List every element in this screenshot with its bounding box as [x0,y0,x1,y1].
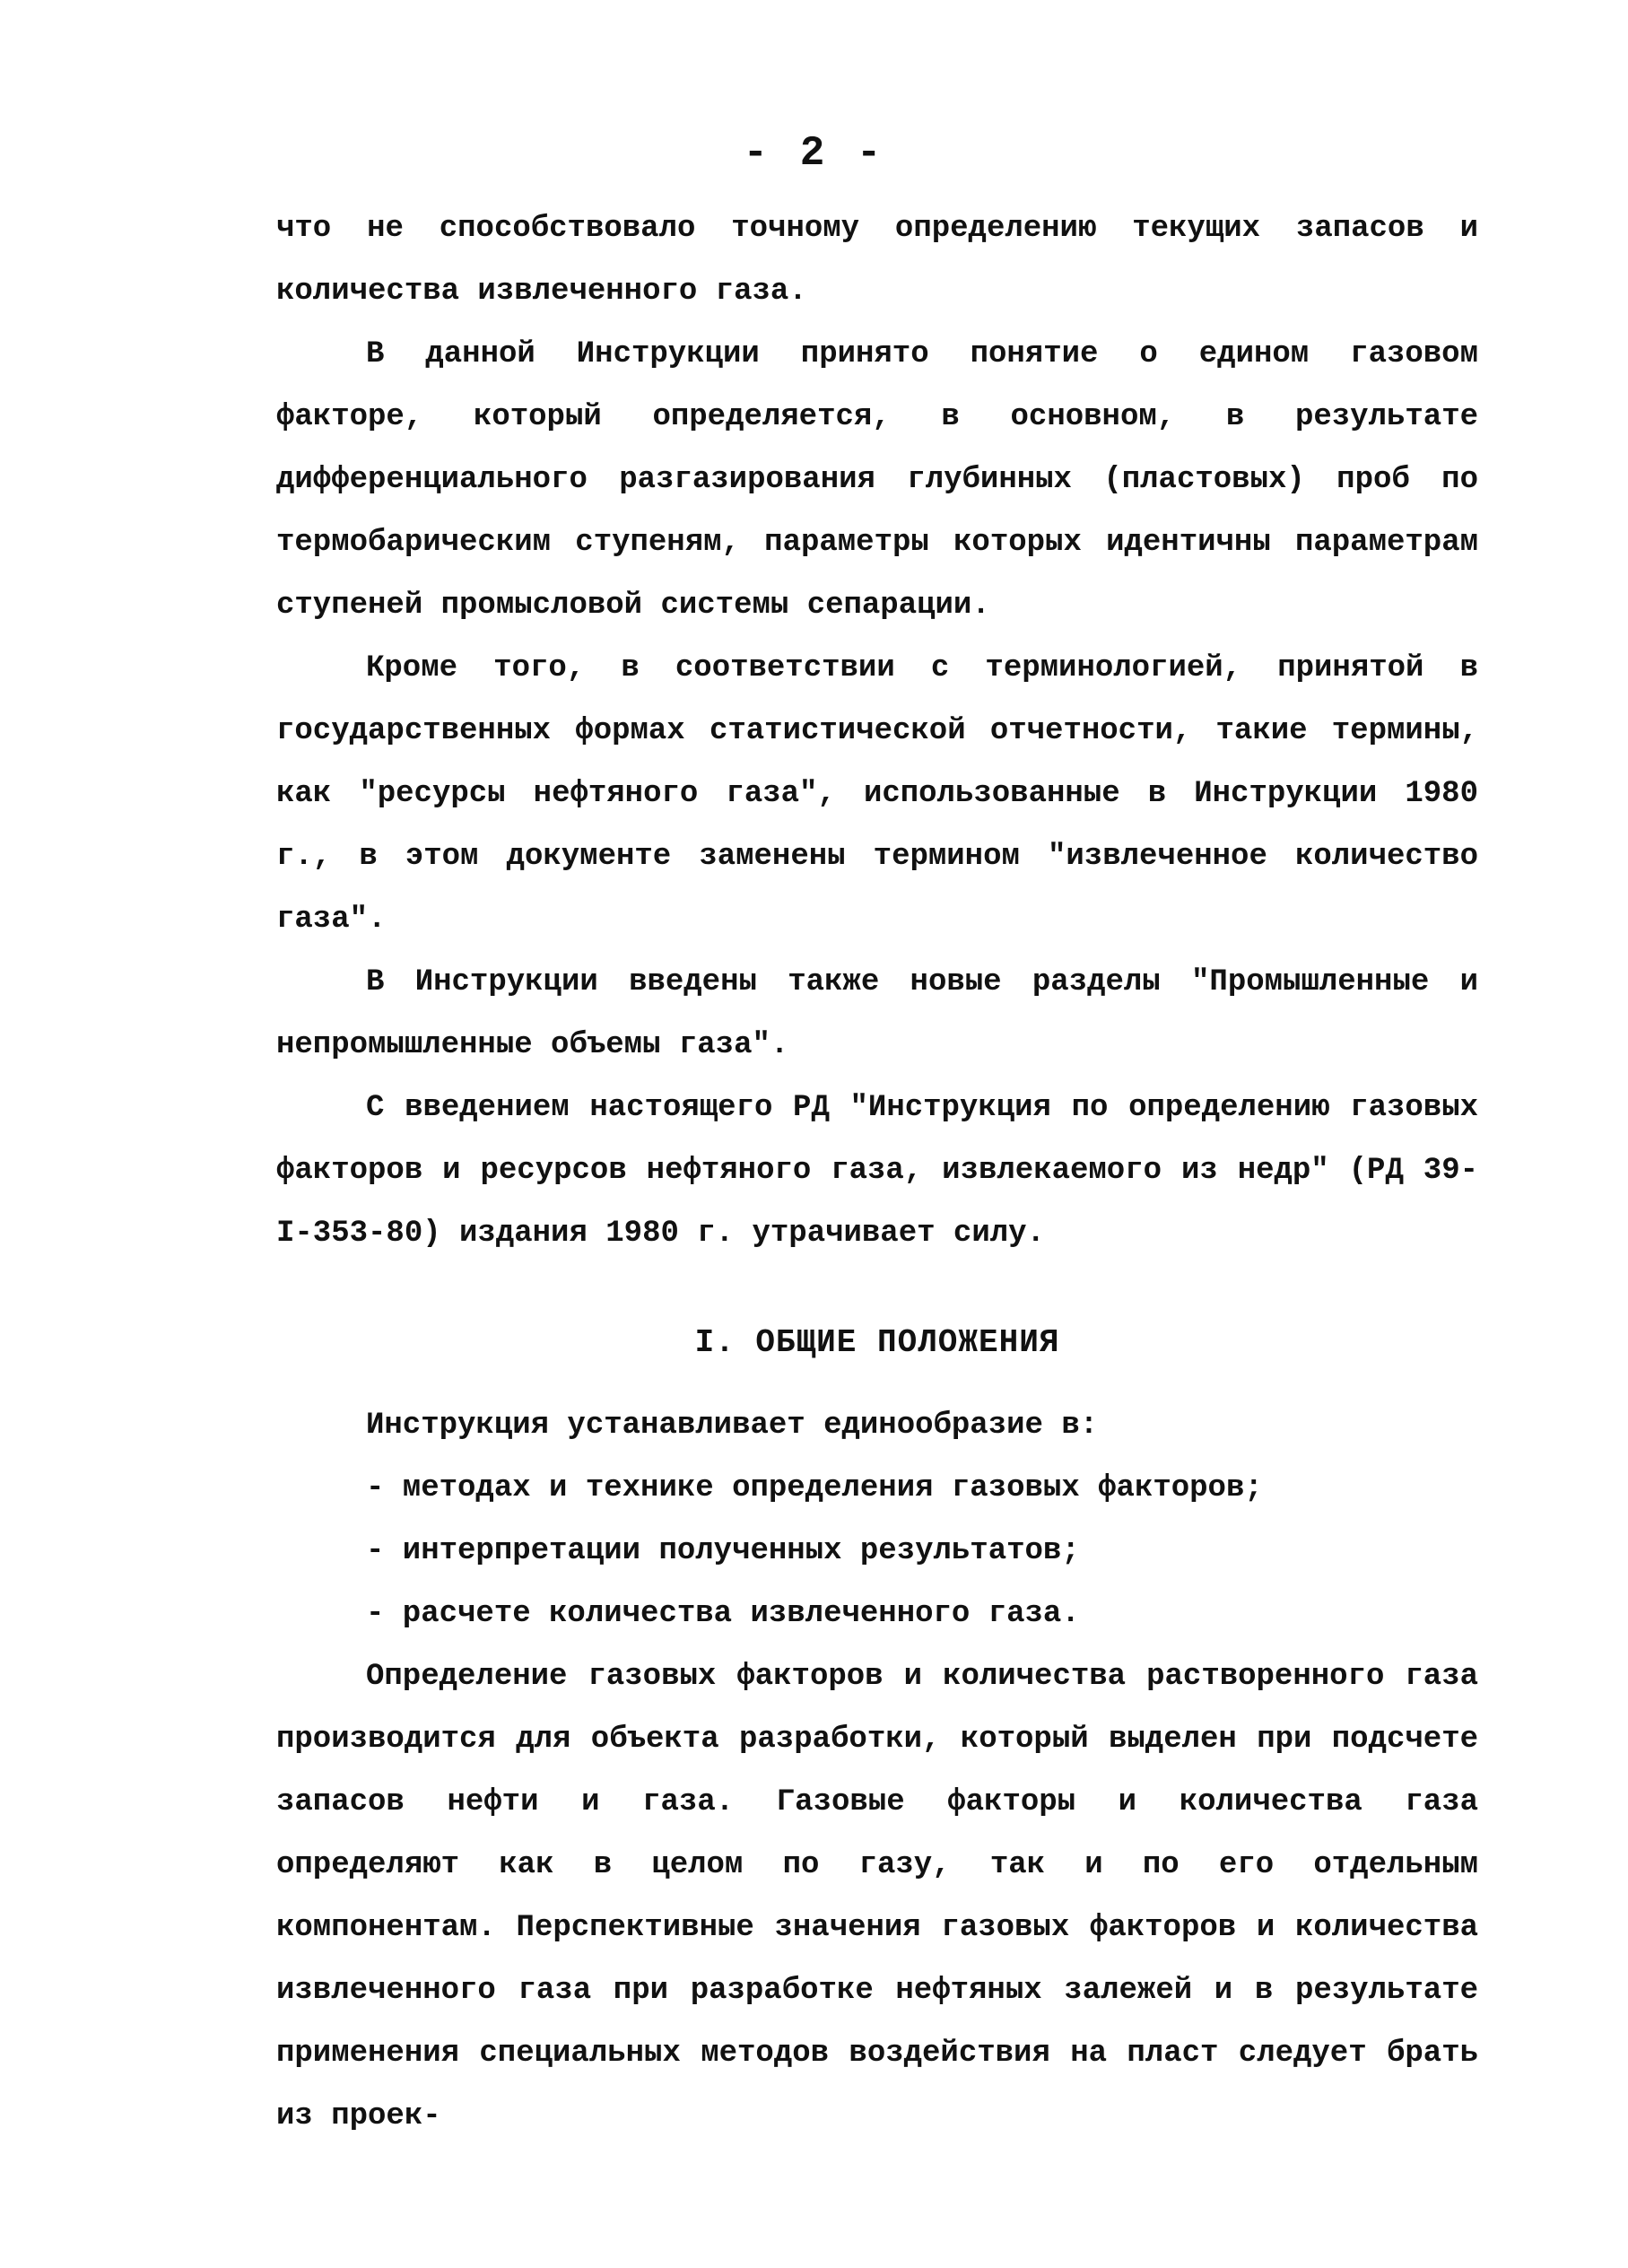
section-list [276,1457,1478,1645]
section-heading: I. ОБЩИЕ ПОЛОЖЕНИЯ [694,1324,1060,1361]
paragraph-continuation: что не способствовало точному определению текущих запасов и количества извлеченного газа. [276,212,1497,309]
list-item: - методах и технике определения газовых факторов; [366,1471,1263,1505]
paragraph-new-sections: В Инструкции введены также новые разделы "Промышленные и непромышленные объемы газа". [276,965,1497,1062]
page-number: - 2 - [743,130,885,177]
paragraph-supersedes: С введением настоящего РД "Инструкция по определению газовых факторов и ресурсов нефтяного газа, извлекаемого из недр" (РД 39-I-353-80) издания 1980 г. утрачивает силу. [276,1091,1497,1251]
paragraph-unified-gas-factor: В данной Инструкции принято понятие о едином газовом факторе, который определяется, в основном, в результате дифференциального разгазирования глубинных (пластовых) проб по термобарическим ступеням, параметры которых идентичны параметрам ступеней промысловой системы сепарации. [276,337,1497,623]
list-item: - интерпретации полученных результатов; [366,1534,1080,1568]
list-item: - расчете количества извлеченного газа. [366,1597,1080,1631]
document-body [276,197,1497,2148]
section-lead: Инструкция устанавливает единообразие в: [366,1409,1099,1443]
paragraph-terminology: Кроме того, в соответствии с терминологией, принятой в государственных формах статистической отчетности, такие термины, как "ресурсы нефтяного газа", использованные в Инструкции 1980 г., в этом документе заменены термином "извлеченное количество газа". [276,651,1497,937]
paragraph-determination: Определение газовых факторов и количества растворенного газа производится для объекта разработки, который выделен при подсчете запасов нефти и газа. Газовые факторы и количества газа определяют как в целом по газу, так и по его отдельным компонентам. Перспективные значения газовых факторов и количества извлеченного газа при разработке нефтяных залежей и в результате применения специальных методов воздействия на пласт следует брать из проек- [276,1660,1497,2133]
